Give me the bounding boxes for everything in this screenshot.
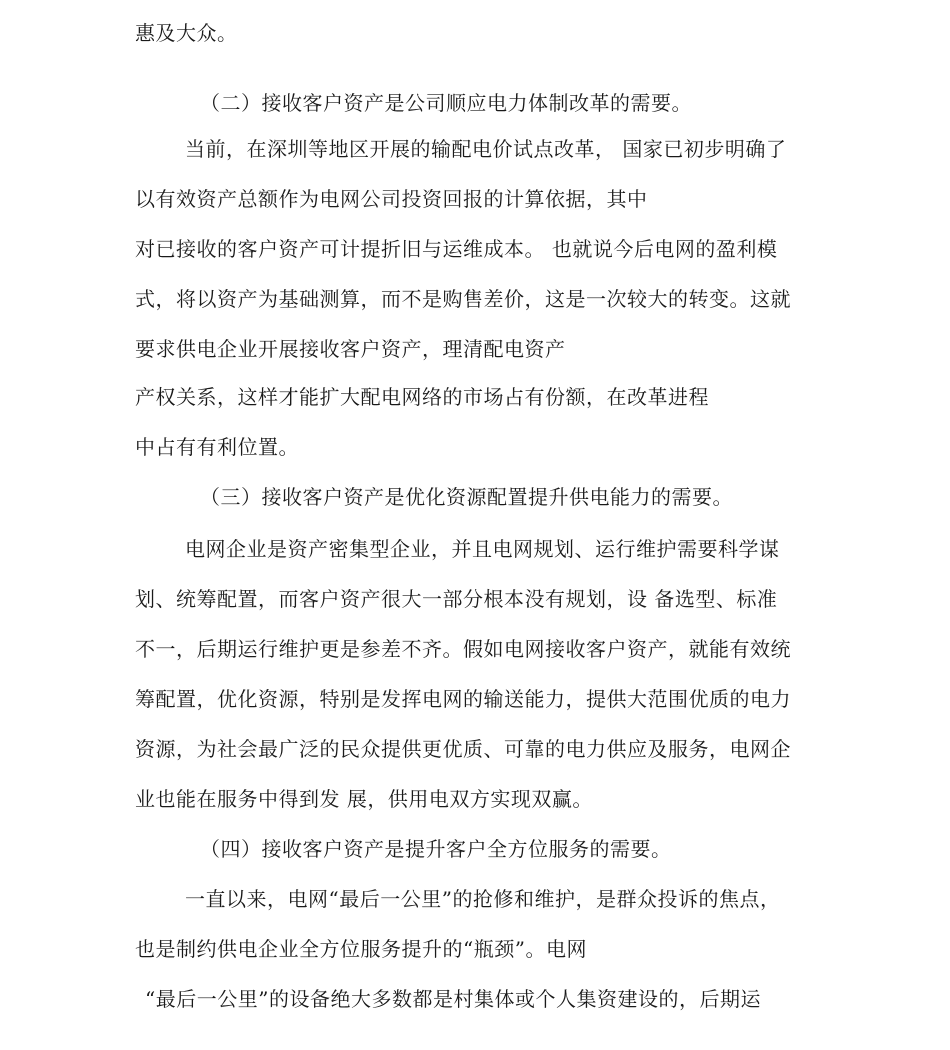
text-line-3: 当前，在深圳等地区开展的输配电价试点改革， 国家已初步明确了	[185, 137, 787, 161]
text-line-7: 要求供电企业开展接收客户资产，理清配电资产	[135, 337, 566, 361]
text-line-19: 也是制约供电企业全方位服务提升的“瓶颈”。电网	[135, 937, 587, 961]
text-line-4: 以有效资产总额作为电网公司投资回报的计算依据，其中	[135, 187, 648, 211]
text-line-5: 对已接收的客户资产可计提折旧与运维成本。 也就说今后电网的盈利模	[135, 237, 778, 261]
text-line-6: 式，将以资产为基础测算，而不是购售差价，这是一次较大的转变。这就	[135, 287, 791, 311]
text-line-8: 产权关系，这样才能扩大配电网络的市场占有份额，在改革进程	[135, 385, 709, 409]
section-heading-3: （三）接收客户资产是优化资源配置提升供电能力的需要。	[200, 485, 733, 509]
text-line-15: 资源，为社会最广泛的民众提供更优质、可靠的电力供应及服务，电网企	[135, 737, 791, 761]
section-heading-2: （二）接收客户资产是公司顺应电力体制改革的需要。	[200, 91, 692, 115]
text-line-12: 划、统筹配置，而客户资产很大一部分根本没有规划，设 备选型、标准	[135, 587, 778, 611]
text-line-11: 电网企业是资产密集型企业，并且电网规划、运行维护需要科学谋	[185, 537, 780, 561]
section-heading-4: （四）接收客户资产是提升客户全方位服务的需要。	[200, 837, 672, 861]
text-line-9: 中占有有利位置。	[135, 435, 299, 459]
text-line-1: 惠及大众。	[135, 21, 238, 45]
text-line-13: 不一，后期运行维护更是参差不齐。假如电网接收客户资产，就能有效统	[135, 637, 791, 661]
text-line-14: 筹配置，优化资源，特别是发挥电网的输送能力，提供大范围优质的电力	[135, 687, 791, 711]
text-line-18: 一直以来，电网“最后一公里”的抢修和维护，是群众投诉的焦点，	[185, 887, 781, 911]
text-line-20: “最后一公里”的设备绝大多数都是村集体或个人集资建设的，后期运	[145, 987, 761, 1011]
text-line-16: 业也能在服务中得到发 展，供用电双方实现双赢。	[135, 787, 593, 811]
